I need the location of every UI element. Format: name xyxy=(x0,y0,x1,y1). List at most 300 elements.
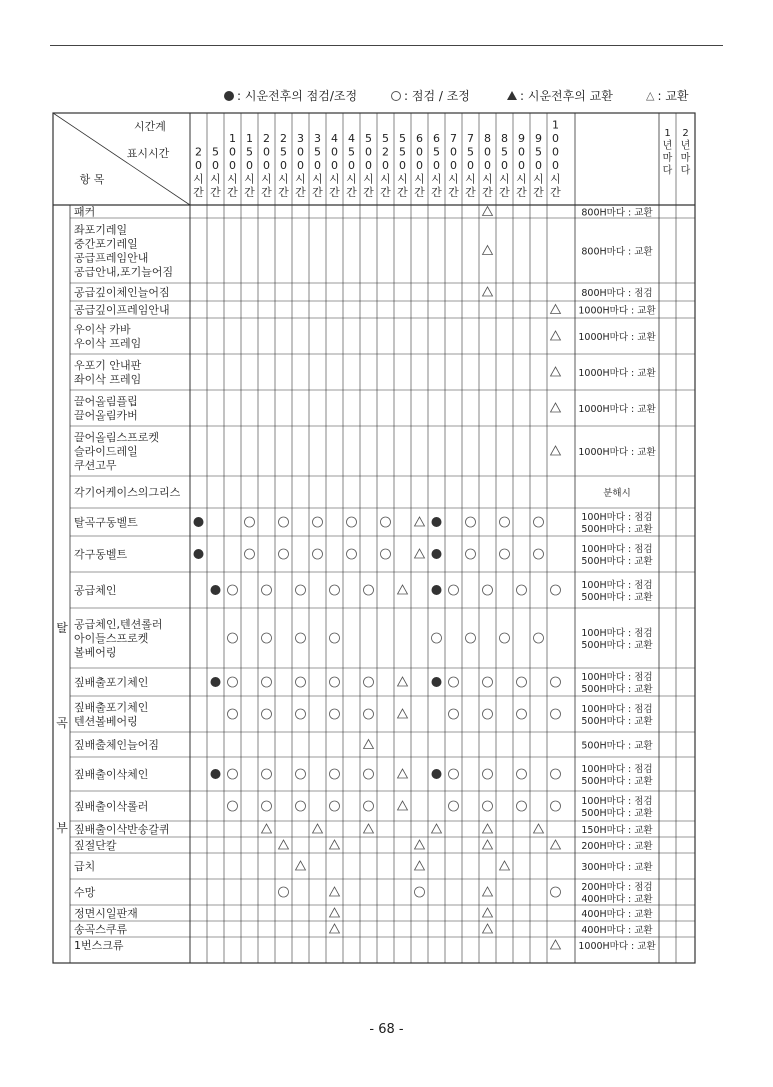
hour-header-char: 0 xyxy=(450,159,457,172)
item-label: 짚배출이삭반송갈퀴 xyxy=(74,823,170,836)
empty-circle-mark xyxy=(381,549,391,559)
interval-note: 500H마다 : 교환 xyxy=(581,524,653,535)
hour-header-char: 0 xyxy=(399,159,406,172)
interval-note: 300H마다 : 교환 xyxy=(581,862,653,873)
empty-triangle-mark xyxy=(551,331,561,340)
empty-circle-mark xyxy=(245,549,255,559)
empty-triangle-mark xyxy=(483,840,493,849)
hour-header-char: 1 xyxy=(246,132,253,145)
hour-header-char: 3 xyxy=(297,132,304,145)
hour-header-char: 간 xyxy=(210,186,221,199)
interval-note: 1000H마다 : 교환 xyxy=(578,305,656,317)
hour-header-char: 0 xyxy=(552,132,559,145)
hour-header-char: 0 xyxy=(212,159,219,172)
hour-header-char: 8 xyxy=(484,132,491,145)
empty-circle-mark xyxy=(330,709,340,719)
filled-circle-mark xyxy=(194,517,204,527)
empty-triangle-mark xyxy=(415,517,425,526)
empty-triangle-mark xyxy=(500,861,510,870)
hour-header-char: 시 xyxy=(550,172,561,186)
empty-circle-mark xyxy=(228,633,238,643)
empty-circle-mark xyxy=(330,769,340,779)
empty-circle-mark xyxy=(449,769,459,779)
empty-circle-mark xyxy=(296,769,306,779)
hour-header-char: 시 xyxy=(380,172,391,186)
item-label: 아이들스프로켓 xyxy=(74,632,149,645)
interval-note: 1000H마다 : 교환 xyxy=(578,368,656,379)
empty-triangle-mark xyxy=(415,840,425,849)
empty-circle-mark xyxy=(483,769,493,779)
item-label: 볼베어링 xyxy=(74,646,117,659)
item-label: 1번스크류 xyxy=(74,939,124,952)
interval-note: 800H마다 : 점검 xyxy=(581,288,653,299)
empty-circle-mark xyxy=(534,517,544,527)
empty-circle-mark xyxy=(228,769,238,779)
header-display-label: 표시시간 xyxy=(126,147,170,160)
hour-header-char: 9 xyxy=(518,132,525,145)
empty-circle-mark xyxy=(330,801,340,811)
empty-circle-mark xyxy=(466,633,476,643)
interval-note: 1000H마다 : 교환 xyxy=(578,404,656,415)
hour-header-char: 시 xyxy=(295,172,306,186)
empty-circle-mark xyxy=(534,549,544,559)
interval-note: 150H마다 : 교환 xyxy=(581,825,653,836)
item-label: 각기어케이스의그리스 xyxy=(74,486,181,499)
interval-note: 1000H마다 : 교환 xyxy=(578,447,656,458)
hour-header-char: 간 xyxy=(397,186,408,199)
empty-triangle-mark xyxy=(364,740,374,749)
empty-triangle-icon: △ xyxy=(646,88,655,102)
hour-header-char: 시 xyxy=(414,172,425,186)
hour-header-char: 0 xyxy=(501,159,508,172)
hour-header-char: 5 xyxy=(365,132,372,145)
hour-header-char: 간 xyxy=(448,186,459,199)
item-label: 끌어올림스프로켓 xyxy=(74,431,160,444)
interval-note: 500H마다 : 교환 xyxy=(581,808,653,819)
interval-note: 800H마다 : 교환 xyxy=(581,246,653,258)
item-label: 정면시일판재 xyxy=(74,907,138,920)
item-label: 공급깊이체인늘어짐 xyxy=(74,286,170,299)
hour-header-char: 7 xyxy=(450,132,457,145)
empty-circle-mark xyxy=(262,769,272,779)
empty-circle-mark xyxy=(347,517,357,527)
legend-text: : 시운전후의 교환 xyxy=(520,89,613,103)
empty-circle-mark xyxy=(262,585,272,595)
empty-circle-mark xyxy=(483,677,493,687)
hour-header-char: 시 xyxy=(397,172,408,186)
empty-triangle-mark xyxy=(398,801,408,810)
empty-triangle-mark xyxy=(483,207,493,216)
empty-circle-mark xyxy=(262,709,272,719)
empty-circle-mark xyxy=(551,769,561,779)
hour-header-char: 간 xyxy=(380,186,391,199)
item-label: 송곡스쿠류 xyxy=(74,923,128,936)
filled-circle-mark xyxy=(432,549,442,559)
hour-header-char: 0 xyxy=(195,159,202,172)
filled-circle-mark xyxy=(211,677,221,687)
hour-header-char: 0 xyxy=(518,159,525,172)
empty-triangle-mark xyxy=(551,840,561,849)
interval-note: 500H마다 : 교환 xyxy=(581,640,653,651)
hour-header-char: 시 xyxy=(261,172,272,186)
interval-note: 100H마다 : 점검 xyxy=(581,628,653,639)
item-label: 짚절단칼 xyxy=(74,839,117,852)
hour-header-char: 0 xyxy=(331,159,338,172)
year-header-char: 다 xyxy=(662,165,673,177)
empty-circle-mark xyxy=(517,585,527,595)
empty-triangle-mark xyxy=(551,367,561,376)
item-label: 각구동벨트 xyxy=(74,548,128,561)
hour-header-char: 3 xyxy=(314,132,321,145)
item-label: 공급체인 xyxy=(74,584,117,597)
empty-circle-mark xyxy=(330,585,340,595)
hour-header-char: 시 xyxy=(516,172,527,186)
item-label: 쿠션고무 xyxy=(74,459,117,472)
interval-note: 분해시 xyxy=(603,488,631,499)
item-label: 짚배출이삭롤러 xyxy=(74,800,149,813)
interval-note: 500H마다 : 교환 xyxy=(581,684,653,695)
empty-circle-mark xyxy=(364,585,374,595)
item-label: 우포기 안내판 xyxy=(74,359,142,372)
empty-triangle-mark xyxy=(296,861,306,870)
interval-note: 800H마다 : 교환 xyxy=(581,207,653,219)
filled-circle-mark xyxy=(432,585,442,595)
legend-text: : 교환 xyxy=(657,89,689,103)
hour-header-char: 간 xyxy=(329,186,340,199)
hour-header-char: 시 xyxy=(346,172,357,186)
interval-note: 1000H마다 : 교환 xyxy=(578,332,656,343)
hour-header-char: 간 xyxy=(244,186,255,199)
filled-circle-mark xyxy=(432,769,442,779)
hour-header-char: 시 xyxy=(244,172,255,186)
hour-header-char: 0 xyxy=(348,159,355,172)
interval-note: 500H마다 : 교환 xyxy=(581,556,653,567)
empty-triangle-mark xyxy=(483,924,493,933)
year-header-char: 다 xyxy=(680,165,691,177)
item-label: 끌어올림카버 xyxy=(74,409,138,422)
hour-header-char: 시 xyxy=(312,172,323,186)
item-label: 공급프레임안내 xyxy=(74,251,149,265)
hour-header-char: 0 xyxy=(518,145,525,159)
hour-header-char: 간 xyxy=(431,186,442,199)
hour-header-char: 0 xyxy=(229,159,236,172)
empty-circle-mark xyxy=(296,633,306,643)
empty-circle-mark xyxy=(466,517,476,527)
year-header-char: 마 xyxy=(662,153,673,164)
year-header-char: 2 xyxy=(682,128,689,139)
empty-circle-mark xyxy=(262,633,272,643)
hour-header-char: 0 xyxy=(484,145,491,159)
interval-note: 500H마다 : 교환 xyxy=(581,716,653,727)
empty-circle-mark xyxy=(449,677,459,687)
hour-header-char: 간 xyxy=(227,186,238,199)
empty-circle-mark xyxy=(500,549,510,559)
hour-header-char: 5 xyxy=(280,145,287,159)
empty-circle-mark xyxy=(364,709,374,719)
hour-header-char: 0 xyxy=(314,159,321,172)
empty-circle-mark xyxy=(296,801,306,811)
hour-header-char: 2 xyxy=(263,132,270,145)
interval-note: 400H마다 : 교환 xyxy=(581,909,653,920)
group-label-char: 곡 xyxy=(56,716,68,730)
hour-header-char: 시 xyxy=(193,172,204,186)
empty-circle-mark xyxy=(517,677,527,687)
hour-header-char: 0 xyxy=(467,159,474,172)
year-header-char: 마 xyxy=(680,153,691,164)
empty-triangle-mark xyxy=(262,824,272,833)
empty-circle-mark xyxy=(432,633,442,643)
hour-header-char: 시 xyxy=(533,172,544,186)
hour-header-char: 0 xyxy=(484,159,491,172)
empty-circle-mark xyxy=(483,801,493,811)
item-label: 짚배출포기체인 xyxy=(74,676,149,689)
hour-header-char: 5 xyxy=(382,132,389,145)
filled-circle-mark xyxy=(194,549,204,559)
interval-note: 400H마다 : 교환 xyxy=(581,925,653,936)
hour-header-char: 시 xyxy=(227,172,238,186)
hour-header-char: 시 xyxy=(499,172,510,186)
item-label: 텐션볼베어링 xyxy=(74,715,138,728)
filled-circle-mark xyxy=(211,585,221,595)
hour-header-char: 1 xyxy=(229,132,236,145)
empty-triangle-mark xyxy=(313,824,323,833)
hour-header-char: 0 xyxy=(416,159,423,172)
year-header-char: 년 xyxy=(680,140,691,152)
empty-circle-mark xyxy=(330,677,340,687)
hour-header-char: 간 xyxy=(550,186,561,199)
hour-header-char: 0 xyxy=(382,159,389,172)
empty-circle-mark xyxy=(296,585,306,595)
empty-circle-mark xyxy=(551,801,561,811)
empty-triangle-mark xyxy=(551,446,561,455)
empty-circle-mark xyxy=(296,709,306,719)
hour-header-char: 1 xyxy=(552,118,559,132)
hour-header-char: 9 xyxy=(535,132,542,145)
hour-header-char: 간 xyxy=(278,186,289,199)
empty-triangle-mark xyxy=(415,861,425,870)
empty-triangle-mark xyxy=(398,709,408,718)
hour-header-char: 0 xyxy=(229,145,236,159)
item-label: 좌이삭 프레임 xyxy=(74,373,142,386)
item-label: 탈곡구동벨트 xyxy=(74,516,138,529)
hour-header-char: 0 xyxy=(263,145,270,159)
empty-circle-mark xyxy=(517,801,527,811)
interval-note: 100H마다 : 점검 xyxy=(581,512,653,523)
hour-header-char: 간 xyxy=(261,186,272,199)
hour-header-char: 2 xyxy=(280,132,287,145)
hour-header-char: 간 xyxy=(499,186,510,199)
hour-header-char: 간 xyxy=(193,186,204,199)
hour-header-char: 0 xyxy=(450,145,457,159)
hour-header-char: 2 xyxy=(195,145,202,159)
empty-circle-mark xyxy=(500,517,510,527)
item-label: 공급안내,포기늘어짐 xyxy=(74,265,174,279)
year-header-char: 년 xyxy=(662,140,673,152)
hour-header-char: 간 xyxy=(516,186,527,199)
hour-header-char: 0 xyxy=(552,145,559,159)
empty-triangle-mark xyxy=(330,887,340,896)
hour-header-char: 0 xyxy=(246,159,253,172)
empty-circle-mark xyxy=(347,549,357,559)
hour-header-char: 5 xyxy=(467,145,474,159)
hour-header-char: 4 xyxy=(348,132,355,145)
empty-circle-mark xyxy=(364,769,374,779)
hour-header-char: 간 xyxy=(482,186,493,199)
item-label: 우이삭 카바 xyxy=(74,323,131,336)
item-label: 우이삭 프레임 xyxy=(74,337,142,350)
empty-triangle-mark xyxy=(415,549,425,558)
hour-header-char: 8 xyxy=(501,132,508,145)
hour-header-char: 시 xyxy=(210,172,221,186)
empty-triangle-mark xyxy=(432,824,442,833)
hour-header-char: 0 xyxy=(297,159,304,172)
empty-circle-mark xyxy=(551,709,561,719)
hour-header-char: 시 xyxy=(431,172,442,186)
empty-triangle-mark xyxy=(330,924,340,933)
interval-note: 100H마다 : 점검 xyxy=(581,796,653,807)
interval-note: 1000H마다 : 교환 xyxy=(578,941,656,952)
empty-circle-mark xyxy=(279,887,289,897)
empty-triangle-mark xyxy=(398,677,408,686)
group-label-char: 탈 xyxy=(56,621,68,635)
hour-header-char: 시 xyxy=(278,172,289,186)
empty-circle-mark xyxy=(279,517,289,527)
hour-header-char: 5 xyxy=(212,145,219,159)
hour-header-char: 간 xyxy=(533,186,544,199)
hour-header-char: 6 xyxy=(416,132,423,145)
hour-header-char: 시 xyxy=(465,172,476,186)
empty-circle-mark xyxy=(500,633,510,643)
empty-circle-mark xyxy=(449,801,459,811)
item-label: 급치 xyxy=(74,860,96,873)
empty-triangle-mark xyxy=(330,908,340,917)
empty-circle-mark xyxy=(364,801,374,811)
hour-header-char: 0 xyxy=(365,145,372,159)
hour-header-char: 6 xyxy=(433,132,440,145)
empty-circle-mark xyxy=(483,709,493,719)
interval-note: 100H마다 : 점검 xyxy=(581,764,653,775)
item-label: 짚배출포기체인 xyxy=(74,701,149,714)
filled-circle-mark xyxy=(432,517,442,527)
empty-circle-mark xyxy=(517,769,527,779)
empty-triangle-mark xyxy=(364,824,374,833)
legend-text: : 점검 / 조정 xyxy=(404,89,470,103)
hour-header-char: 간 xyxy=(312,186,323,199)
hour-header-char: 0 xyxy=(416,145,423,159)
interval-note: 100H마다 : 점검 xyxy=(581,580,653,591)
hour-header-char: 5 xyxy=(501,145,508,159)
hour-header-char: 0 xyxy=(331,145,338,159)
interval-note: 400H마다 : 교환 xyxy=(581,894,653,905)
hour-header-char: 시 xyxy=(329,172,340,186)
interval-note: 500H마다 : 교환 xyxy=(581,776,653,787)
interval-note: 100H마다 : 점검 xyxy=(581,672,653,683)
interval-note: 200H마다 : 교환 xyxy=(581,841,653,852)
item-label: 슬라이드레일 xyxy=(74,445,138,458)
hour-header-char: 간 xyxy=(363,186,374,199)
empty-triangle-mark xyxy=(483,908,493,917)
hour-header-char: 5 xyxy=(246,145,253,159)
empty-circle-mark xyxy=(534,633,544,643)
hour-header-char: 0 xyxy=(365,159,372,172)
empty-circle-mark xyxy=(330,633,340,643)
empty-triangle-mark xyxy=(398,769,408,778)
item-label: 패커 xyxy=(74,205,96,219)
hour-header-char: 7 xyxy=(467,132,474,145)
empty-circle-mark xyxy=(228,801,238,811)
filled-circle-mark xyxy=(211,769,221,779)
empty-triangle-mark xyxy=(330,840,340,849)
item-label: 공급깊이프레임안내 xyxy=(74,303,170,317)
item-label: 수망 xyxy=(74,886,96,899)
item-label: 좌포기레일 xyxy=(74,223,128,237)
interval-note: 500H마다 : 교환 xyxy=(581,740,653,752)
header-diagonal xyxy=(53,113,190,205)
page-number: - 68 - xyxy=(369,1022,404,1037)
empty-triangle-mark xyxy=(551,403,561,412)
interval-note: 200H마다 : 점검 xyxy=(581,882,653,893)
empty-circle-mark xyxy=(449,709,459,719)
empty-circle-mark xyxy=(551,585,561,595)
item-label: 공급체인,텐션롤러 xyxy=(74,618,163,631)
item-label: 중간포기레일 xyxy=(74,237,138,251)
empty-triangle-mark xyxy=(551,940,561,949)
empty-circle-mark xyxy=(415,887,425,897)
empty-circle-mark xyxy=(262,801,272,811)
empty-circle-mark xyxy=(551,887,561,897)
empty-circle-mark xyxy=(296,677,306,687)
hour-header-char: 5 xyxy=(314,145,321,159)
hour-header-char: 2 xyxy=(382,145,389,159)
empty-circle-mark xyxy=(228,677,238,687)
empty-circle-mark xyxy=(466,549,476,559)
interval-note: 100H마다 : 점검 xyxy=(581,544,653,555)
interval-note: 500H마다 : 교환 xyxy=(581,592,653,603)
empty-triangle-mark xyxy=(279,840,289,849)
header-time-label: 시간계 xyxy=(134,120,166,133)
empty-circle-mark xyxy=(262,677,272,687)
hour-header-char: 0 xyxy=(433,159,440,172)
hour-header-char: 시 xyxy=(448,172,459,186)
hour-header-char: 시 xyxy=(482,172,493,186)
hour-header-char: 0 xyxy=(297,145,304,159)
empty-circle-mark xyxy=(551,677,561,687)
empty-circle-mark xyxy=(228,585,238,595)
hour-header-char: 시 xyxy=(363,172,374,186)
hour-header-char: 간 xyxy=(346,186,357,199)
empty-circle-mark xyxy=(279,549,289,559)
legend-text: : 시운전후의 점검/조정 xyxy=(237,89,358,103)
empty-circle-mark xyxy=(313,549,323,559)
header-item-label: 항 목 xyxy=(79,173,105,186)
empty-circle-mark xyxy=(483,585,493,595)
item-label: 짚배출체인늘어짐 xyxy=(74,738,160,752)
hour-header-char: 0 xyxy=(535,159,542,172)
hour-header-char: 간 xyxy=(295,186,306,199)
group-label-char: 부 xyxy=(56,821,68,835)
hour-header-char: 5 xyxy=(535,145,542,159)
empty-circle-mark xyxy=(228,709,238,719)
empty-triangle-mark xyxy=(551,305,561,314)
hour-header-char: 5 xyxy=(348,145,355,159)
hour-header-char: 간 xyxy=(414,186,425,199)
empty-triangle-mark xyxy=(483,287,493,296)
empty-triangle-mark xyxy=(483,246,493,255)
empty-circle-mark xyxy=(364,677,374,687)
item-label: 끌어올림플립 xyxy=(74,395,138,408)
interval-note: 100H마다 : 점검 xyxy=(581,704,653,715)
hour-header-char: 5 xyxy=(399,132,406,145)
